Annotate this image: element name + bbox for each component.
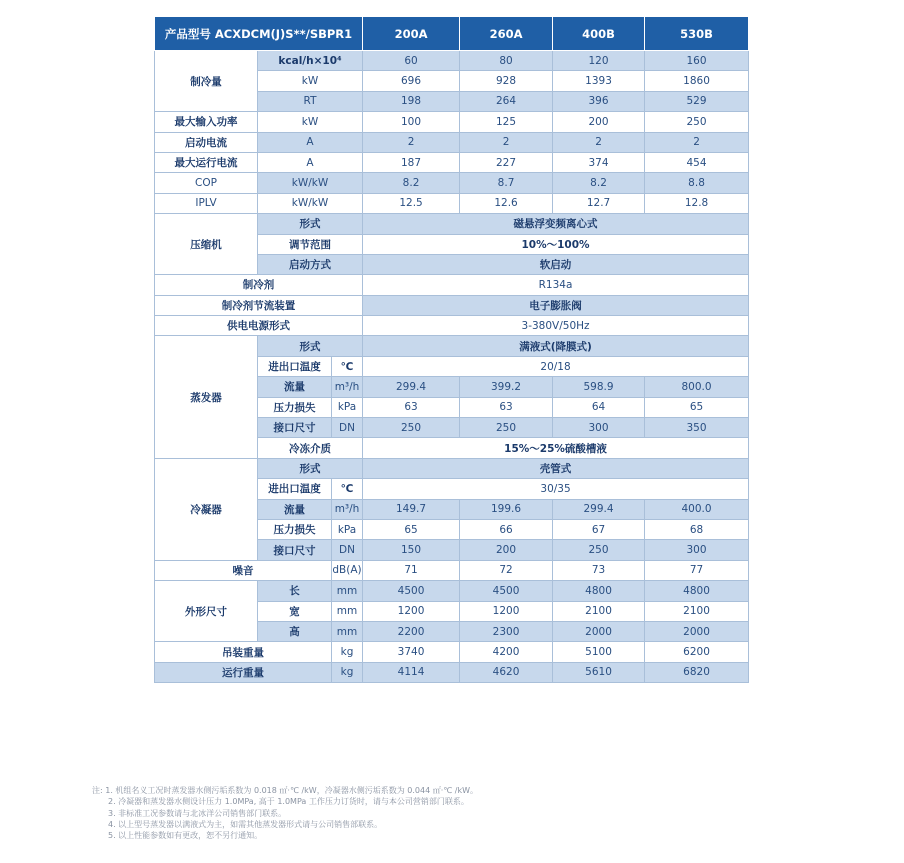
value-cell: 6820 [645, 662, 749, 682]
unit-cell: mm [332, 601, 363, 621]
sub-label: 接口尺寸 [258, 540, 332, 560]
value-cell: 4500 [460, 581, 553, 601]
value-cell: 8.2 [553, 173, 645, 193]
value-cell: 200 [553, 112, 645, 132]
merged-value: 磁悬浮变频离心式 [363, 214, 749, 234]
throttle-label: 制冷剂节流装置 [155, 295, 363, 315]
unit-cell: mm [332, 621, 363, 641]
value-cell: 1200 [460, 601, 553, 621]
table-row [155, 336, 749, 356]
model-header: 260A [460, 17, 553, 51]
lift-weight-label: 吊装重量 [155, 642, 332, 662]
sub-label: 形式 [258, 458, 363, 478]
value-cell: 65 [645, 397, 749, 417]
value-cell: 4620 [460, 662, 553, 682]
merged-value: 3-380V/50Hz [363, 316, 749, 336]
table-row [155, 214, 749, 234]
table-row [155, 193, 749, 213]
footnote: 5. 以上性能参数如有更改，恕不另行通知。 [108, 831, 263, 841]
merged-value: 15%～25%硫酸槽液 [363, 438, 749, 458]
unit-cell: ℃ [332, 356, 363, 376]
sub-label: 流量 [258, 499, 332, 519]
value-cell: 2000 [553, 621, 645, 641]
value-cell: 2300 [460, 621, 553, 641]
value-cell: 12.6 [460, 193, 553, 213]
value-cell: 4114 [363, 662, 460, 682]
table-row [155, 560, 749, 580]
sub-label: 冷冻介质 [258, 438, 363, 458]
value-cell: 71 [363, 560, 460, 580]
value-cell: 80 [460, 51, 553, 71]
table-row [155, 458, 749, 478]
value-cell: 250 [460, 418, 553, 438]
value-cell: 598.9 [553, 377, 645, 397]
value-cell: 73 [553, 560, 645, 580]
model-header: 530B [645, 17, 749, 51]
table-row [155, 132, 749, 152]
value-cell: 60 [363, 51, 460, 71]
table-row [155, 316, 749, 336]
value-cell: 199.6 [460, 499, 553, 519]
sub-label: 调节范围 [258, 234, 363, 254]
table-row [155, 581, 749, 601]
table-row [155, 295, 749, 315]
sub-label: 压力损失 [258, 519, 332, 539]
footnote: 2. 冷凝器和蒸发器水侧设计压力 1.0MPa, 高于 1.0MPa 工作压力订货时，请与本公司营销部门联系。 [108, 797, 469, 807]
value-cell: 77 [645, 560, 749, 580]
value-cell: 63 [363, 397, 460, 417]
value-cell: 454 [645, 152, 749, 172]
start-current-label: 启动电流 [155, 132, 258, 152]
value-cell: 8.8 [645, 173, 749, 193]
table-row [155, 173, 749, 193]
sub-label: 形式 [258, 336, 363, 356]
table-row [155, 662, 749, 682]
sub-label: 启动方式 [258, 254, 363, 274]
iplv-label: IPLV [155, 193, 258, 213]
value-cell: 65 [363, 519, 460, 539]
table-row [155, 642, 749, 662]
value-cell: 4800 [645, 581, 749, 601]
value-cell: 250 [553, 540, 645, 560]
unit-cell: kg [332, 642, 363, 662]
footnote: 注: 1. 机组名义工况时蒸发器水侧污垢系数为 0.018 ㎡·℃ /kW，冷凝器水侧污垢系数为 0.044 ㎡·℃ /kW。 [92, 786, 479, 795]
unit-cell: kg [332, 662, 363, 682]
value-cell: 5100 [553, 642, 645, 662]
value-cell: 200 [460, 540, 553, 560]
value-cell: 227 [460, 152, 553, 172]
footnote: 4. 以上型号蒸发器以满液式为主，如需其他蒸发器形式请与公司销售部联系。 [108, 819, 383, 829]
sub-label: 长 [258, 581, 332, 601]
value-cell: 187 [363, 152, 460, 172]
power-supply-label: 供电电源形式 [155, 316, 363, 336]
value-cell: 1860 [645, 71, 749, 91]
value-cell: 250 [645, 112, 749, 132]
condenser-label: 冷凝器 [155, 458, 258, 560]
value-cell: 64 [553, 397, 645, 417]
unit-cell: kPa [332, 397, 363, 417]
merged-value: 20/18 [363, 356, 749, 376]
value-cell: 396 [553, 91, 645, 111]
header-row [155, 17, 749, 51]
unit-cell: A [258, 152, 363, 172]
value-cell: 374 [553, 152, 645, 172]
value-cell: 529 [645, 91, 749, 111]
sub-label: 流量 [258, 377, 332, 397]
sub-label: 进出口温度 [258, 479, 332, 499]
sub-label: 接口尺寸 [258, 418, 332, 438]
value-cell: 928 [460, 71, 553, 91]
value-cell: 3740 [363, 642, 460, 662]
value-cell: 800.0 [645, 377, 749, 397]
value-cell: 8.2 [363, 173, 460, 193]
evaporator-label: 蒸发器 [155, 336, 258, 458]
value-cell: 68 [645, 519, 749, 539]
value-cell: 4800 [553, 581, 645, 601]
merged-value: 电子膨胀阀 [363, 295, 749, 315]
unit-cell: kW [258, 71, 363, 91]
unit-cell: kPa [332, 519, 363, 539]
value-cell: 2000 [645, 621, 749, 641]
noise-label: 噪音 [155, 560, 332, 580]
value-cell: 400.0 [645, 499, 749, 519]
compressor-label: 压缩机 [155, 214, 258, 275]
unit-cell: ℃ [332, 479, 363, 499]
value-cell: 120 [553, 51, 645, 71]
spec-table [154, 16, 749, 683]
unit-cell: m³/h [332, 377, 363, 397]
value-cell: 2100 [645, 601, 749, 621]
merged-value: 30/35 [363, 479, 749, 499]
table-row [155, 275, 749, 295]
value-cell: 250 [363, 418, 460, 438]
merged-value: R134a [363, 275, 749, 295]
unit-cell: mm [332, 581, 363, 601]
merged-value: 软启动 [363, 254, 749, 274]
cop-label: COP [155, 173, 258, 193]
value-cell: 299.4 [363, 377, 460, 397]
value-cell: 100 [363, 112, 460, 132]
model-header: 400B [553, 17, 645, 51]
value-cell: 5610 [553, 662, 645, 682]
run-weight-label: 运行重量 [155, 662, 332, 682]
value-cell: 2 [460, 132, 553, 152]
table-row [155, 112, 749, 132]
sub-label: 高 [258, 621, 332, 641]
unit-cell: kW/kW [258, 173, 363, 193]
value-cell: 66 [460, 519, 553, 539]
value-cell: 300 [553, 418, 645, 438]
value-cell: 299.4 [553, 499, 645, 519]
unit-cell: A [258, 132, 363, 152]
value-cell: 150 [363, 540, 460, 560]
value-cell: 8.7 [460, 173, 553, 193]
value-cell: 399.2 [460, 377, 553, 397]
unit-cell: DN [332, 418, 363, 438]
footnotes [92, 785, 478, 841]
cooling-label: 制冷量 [155, 51, 258, 112]
value-cell: 2 [645, 132, 749, 152]
table-row [155, 152, 749, 172]
value-cell: 4200 [460, 642, 553, 662]
sub-label: 压力损失 [258, 397, 332, 417]
value-cell: 12.7 [553, 193, 645, 213]
max-power-label: 最大输入功率 [155, 112, 258, 132]
unit-cell: kcal/h×10⁴ [258, 51, 363, 71]
value-cell: 67 [553, 519, 645, 539]
value-cell: 72 [460, 560, 553, 580]
unit-cell: m³/h [332, 499, 363, 519]
merged-value: 10%～100% [363, 234, 749, 254]
unit-cell: kW [258, 112, 363, 132]
unit-cell: kW/kW [258, 193, 363, 213]
value-cell: 2 [553, 132, 645, 152]
refrigerant-label: 制冷剂 [155, 275, 363, 295]
value-cell: 264 [460, 91, 553, 111]
value-cell: 4500 [363, 581, 460, 601]
sub-label: 进出口温度 [258, 356, 332, 376]
table-row [155, 51, 749, 71]
value-cell: 160 [645, 51, 749, 71]
unit-cell: dB(A) [332, 560, 363, 580]
footnote: 3. 非标准工况参数请与北冰洋公司销售部门联系。 [108, 808, 287, 818]
merged-value: 满液式(降膜式) [363, 336, 749, 356]
value-cell: 198 [363, 91, 460, 111]
unit-cell: RT [258, 91, 363, 111]
value-cell: 1200 [363, 601, 460, 621]
merged-value: 壳管式 [363, 458, 749, 478]
value-cell: 149.7 [363, 499, 460, 519]
model-header: 200A [363, 17, 460, 51]
value-cell: 125 [460, 112, 553, 132]
dimensions-label: 外形尺寸 [155, 581, 258, 642]
value-cell: 696 [363, 71, 460, 91]
value-cell: 2 [363, 132, 460, 152]
value-cell: 300 [645, 540, 749, 560]
value-cell: 12.8 [645, 193, 749, 213]
value-cell: 350 [645, 418, 749, 438]
unit-cell: DN [332, 540, 363, 560]
value-cell: 2100 [553, 601, 645, 621]
sub-label: 宽 [258, 601, 332, 621]
sub-label: 形式 [258, 214, 363, 234]
max-current-label: 最大运行电流 [155, 152, 258, 172]
value-cell: 12.5 [363, 193, 460, 213]
model-label: 产品型号 ACXDCM(J)S**/SBPR1 [155, 17, 363, 51]
value-cell: 1393 [553, 71, 645, 91]
value-cell: 2200 [363, 621, 460, 641]
value-cell: 6200 [645, 642, 749, 662]
value-cell: 63 [460, 397, 553, 417]
